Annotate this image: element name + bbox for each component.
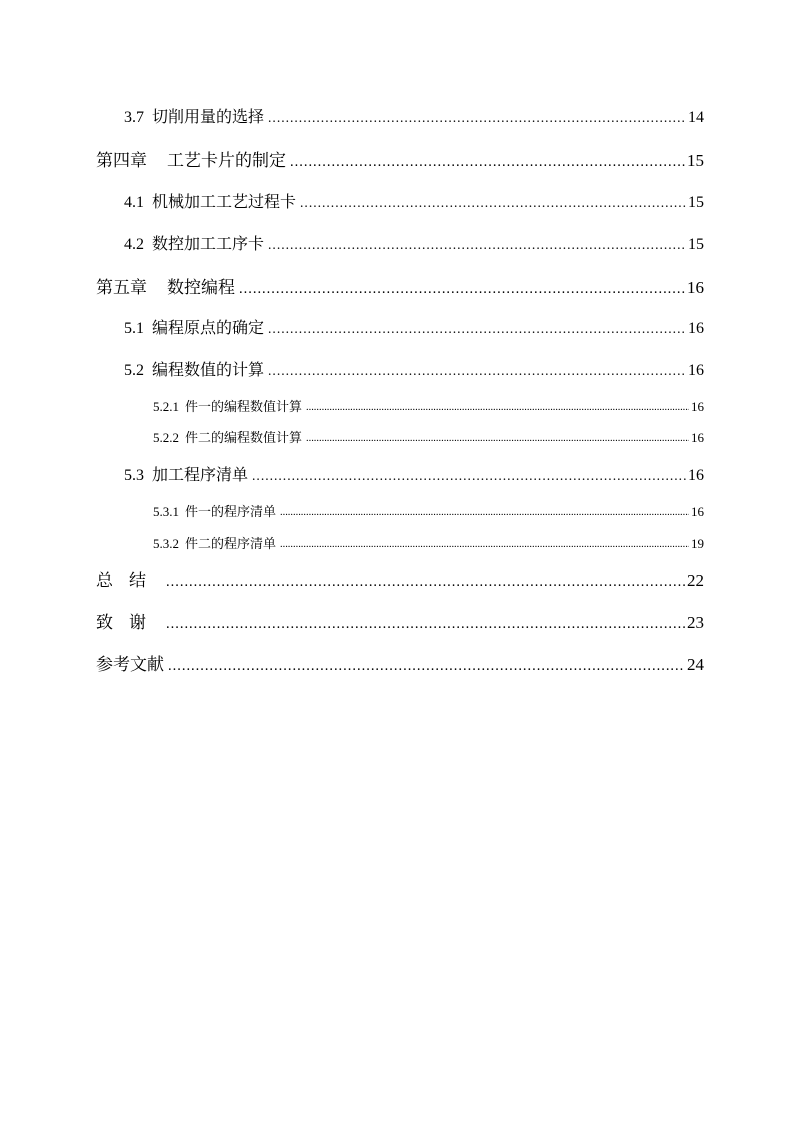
toc-entry-page: 16 xyxy=(688,467,704,484)
toc-entry-chapter-4[interactable] xyxy=(96,146,704,171)
toc-entry-title: 机械加工工艺过程卡 xyxy=(152,194,297,211)
toc-entry-5-2[interactable] xyxy=(124,357,704,380)
toc-entry-5-3[interactable] xyxy=(124,462,704,485)
dot-leader xyxy=(306,434,689,446)
toc-entry-page: 16 xyxy=(691,399,704,414)
toc-entry-4-1[interactable] xyxy=(124,189,704,212)
dot-leader xyxy=(280,540,689,552)
toc-entry-chapter-5[interactable] xyxy=(96,273,704,298)
toc-entry-title: 切削用量的选择 xyxy=(152,109,265,126)
toc-entry-number: 3.7 xyxy=(124,109,144,126)
toc-entry-title: 编程数值的计算 xyxy=(152,362,265,379)
toc-entry-page: 23 xyxy=(687,613,704,632)
toc-entry-number: 5.2.1 xyxy=(153,399,179,414)
toc-entry-page: 16 xyxy=(691,430,704,445)
toc-entry-5-2-1[interactable] xyxy=(153,396,704,415)
toc-entry-title: 件二的编程数值计算 xyxy=(185,430,303,445)
dot-leader xyxy=(268,111,686,127)
toc-entry-summary[interactable] xyxy=(96,566,704,591)
toc-entry-page: 24 xyxy=(687,655,704,674)
toc-entry-title: 编程原点的确定 xyxy=(152,320,265,337)
toc-entry-title: 件一的程序清单 xyxy=(185,504,277,519)
dot-leader xyxy=(300,196,686,212)
toc-entry-5-2-2[interactable] xyxy=(153,427,704,446)
toc-entry-number: 5.2.2 xyxy=(153,430,179,445)
toc-entry-title: 工艺卡片的制定 xyxy=(167,151,286,170)
toc-entry-title: 总结 xyxy=(96,571,162,590)
toc-entry-page: 15 xyxy=(688,236,704,253)
toc-entry-page: 15 xyxy=(688,194,704,211)
dot-leader xyxy=(306,403,689,415)
toc-entry-title: 数控加工工序卡 xyxy=(152,236,265,253)
toc-entry-number: 5.1 xyxy=(124,320,144,337)
dot-leader xyxy=(252,469,686,485)
toc-entry-page: 22 xyxy=(687,571,704,590)
dot-leader xyxy=(290,155,685,171)
toc-entry-number: 5.2 xyxy=(124,362,144,379)
toc-entry-page: 15 xyxy=(687,151,704,170)
toc-entry-title: 参考文献 xyxy=(96,655,164,674)
dot-leader xyxy=(239,282,685,298)
toc-entry-page: 16 xyxy=(687,278,704,297)
dot-leader xyxy=(268,238,686,254)
dot-leader xyxy=(268,322,686,338)
toc-entry-title: 加工程序清单 xyxy=(152,467,249,484)
toc-entry-title: 件一的编程数值计算 xyxy=(185,399,303,414)
toc-entry-acknowledgements[interactable] xyxy=(96,608,704,633)
toc-entry-page: 16 xyxy=(688,362,704,379)
toc-entry-number: 5.3.1 xyxy=(153,504,179,519)
toc-entry-number: 5.3 xyxy=(124,467,144,484)
dot-leader xyxy=(268,364,686,380)
toc-entry-page: 19 xyxy=(691,536,704,551)
toc-entry-page: 16 xyxy=(688,320,704,337)
dot-leader xyxy=(280,508,689,520)
toc-entry-number: 4.2 xyxy=(124,236,144,253)
toc-entry-number: 第五章 xyxy=(96,278,147,297)
toc-entry-4-2[interactable] xyxy=(124,231,704,254)
toc-entry-number: 第四章 xyxy=(96,151,147,170)
dot-leader xyxy=(166,575,685,591)
toc-entry-5-3-1[interactable] xyxy=(153,501,704,520)
dot-leader xyxy=(168,659,685,675)
toc-entry-number: 4.1 xyxy=(124,194,144,211)
toc-entry-title: 数控编程 xyxy=(167,278,235,297)
toc-entry-title: 件二的程序清单 xyxy=(185,536,277,551)
toc-entry-number: 5.3.2 xyxy=(153,536,179,551)
toc-entry-3-7[interactable] xyxy=(124,104,704,127)
toc-entry-5-3-2[interactable] xyxy=(153,533,704,552)
toc-entry-5-1[interactable] xyxy=(124,315,704,338)
toc-entry-page: 14 xyxy=(688,109,704,126)
dot-leader xyxy=(166,617,685,633)
toc-entry-references[interactable] xyxy=(96,650,704,675)
toc-entry-page: 16 xyxy=(691,504,704,519)
toc-entry-title: 致谢 xyxy=(96,613,162,632)
